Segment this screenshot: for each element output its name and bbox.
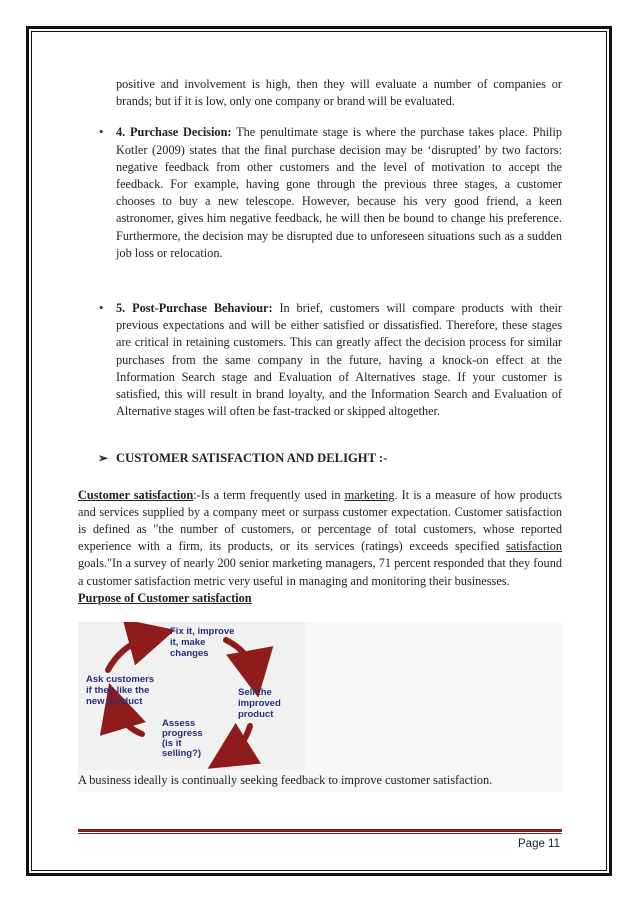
satisfaction-link[interactable]: satisfaction bbox=[505, 539, 562, 554]
cycle-arrow-bottom-right bbox=[228, 726, 250, 756]
cs-term: Customer satisfaction bbox=[78, 487, 194, 502]
page-number: Page 11 bbox=[518, 838, 560, 850]
item4-text: The penultimate stage is where the purchase takes place. Philip Kotler (2009) states that the final purchase decision may be ‘disrupted’ by two factors: negative feedback from other customers and the level of motivation to accept the feedback. For example, having gone through the previous three stages, a customer chooses to buy a new telescope. However, because his very good friend, a keen astronomer, gives him negative feedback, he will then be bound to change his preference. Furthermore, the decision may be disrupted due to unforeseen situations such as a sudden job loss or relocation. bbox=[116, 125, 562, 260]
page-content bbox=[78, 76, 562, 792]
footer-rule-thick bbox=[78, 829, 562, 832]
intro-paragraph: positive and involvement is high, then they will evaluate a number of companies or brands; but if it is low, only one company or brand will be evaluated. bbox=[116, 77, 562, 109]
cs-text-1: :-Is a term frequently used in bbox=[193, 487, 345, 502]
customer-satisfaction-paragraph bbox=[78, 487, 562, 590]
section-heading bbox=[78, 450, 562, 467]
cs-text-3: goals."In a survey of nearly 200 senior marketing managers, 71 percent responded that they found a customer satisfaction metric very useful in managing and monitoring their businesses. bbox=[78, 556, 562, 588]
figure-caption: A business ideally is continually seeking feedback to improve customer satisfaction. bbox=[78, 770, 562, 792]
bullet-icon: • bbox=[99, 301, 104, 316]
step-bottom-label: Assess progress (is it selling?) bbox=[162, 718, 203, 760]
bullet-icon: • bbox=[99, 125, 104, 140]
cycle-arrow-bottom-left bbox=[116, 706, 142, 734]
cycle-arrow-top-right bbox=[226, 640, 254, 674]
step-right-label: Sell the improved product bbox=[238, 687, 281, 721]
item4-title: 4. Purchase Decision: bbox=[116, 125, 232, 140]
cycle-arrow-top-left bbox=[108, 636, 152, 670]
figure-blank-panel bbox=[306, 622, 562, 770]
cs-text-2: . It is a measure of how products and services supplied by a company meet or surpass customer expectation. Customer satisfaction is defined as "the number of customers, or percentage of total customers, whose reported experience with a firm, its products, or its services (ratings) exceeds specified bbox=[78, 487, 562, 554]
arrow-bullet-icon: ➢ bbox=[98, 451, 109, 466]
marketing-link[interactable]: marketing bbox=[344, 487, 395, 502]
section-heading-text: CUSTOMER SATISFACTION AND DELIGHT :- bbox=[116, 451, 388, 466]
list-item-purchase-decision bbox=[78, 124, 562, 262]
footer-rule-thin bbox=[78, 833, 562, 834]
purpose-heading: Purpose of Customer satisfaction bbox=[78, 590, 252, 605]
item5-title: 5. Post-Purchase Behaviour: bbox=[116, 301, 273, 316]
cycle-diagram-svg bbox=[78, 622, 306, 770]
item5-text: In brief, customers will compare products with their previous expectations and will be either satisfied or dissatisfied. Therefore, these stages are critical in retaining customers. This can greatly affect the decision process for similar purchases from the same company in the future, having a knock-on effect at the Information Search stage and Evaluation of Alternatives stage. If your customer is satisfied, this will result in brand loyalty, and the Information Search and Evaluation of Alternative stages will often be fast-tracked or skipped altogether. bbox=[116, 301, 562, 419]
step-top-label: Fix it, improve it, make changes bbox=[170, 626, 235, 660]
step-left-label: Ask customers if they like the new product bbox=[86, 674, 155, 708]
cycle-diagram bbox=[78, 622, 306, 770]
feedback-cycle-figure bbox=[78, 622, 562, 770]
list-item-post-purchase bbox=[78, 300, 562, 420]
